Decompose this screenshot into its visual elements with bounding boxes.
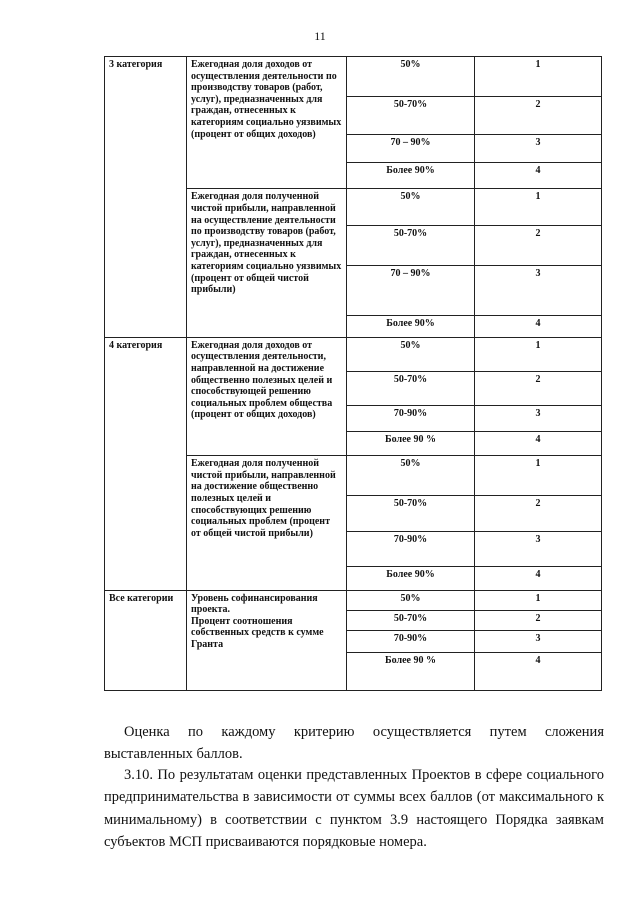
value-cell: 70-90% [347,406,475,432]
points-cell: 1 [475,57,602,97]
points-cell: 4 [475,163,602,189]
criteria-table [104,56,602,691]
value-cell: 50-70% [347,97,475,135]
category-cell: 4 категория [105,337,187,590]
value-cell: 70-90% [347,630,475,652]
points-cell: 4 [475,652,602,690]
value-cell: Более 90% [347,566,475,590]
points-cell: 2 [475,496,602,532]
points-cell: 4 [475,432,602,456]
points-cell: 3 [475,135,602,163]
value-cell: 50-70% [347,496,475,532]
points-cell: 3 [475,630,602,652]
criterion-cell: Уровень софинансирования проекта. Процент соотношения собственных средств к сумме Гранта [187,590,347,690]
points-cell: 4 [475,566,602,590]
value-cell: Более 90 % [347,652,475,690]
value-cell: Более 90% [347,315,475,337]
points-cell: 3 [475,532,602,566]
paragraph-3-10: 3.10. По результатам оценки представленных Проектов в сфере социального предпринимательства в зависимости от суммы всех баллов (от максимального к минимальному) в соответствии с пунктом 3.9 настоящего Порядка заявкам субъектов МСП присваиваются порядковые номера. [104,766,604,850]
criterion-cell: Ежегодная доля полученной чистой прибыли, направленной на достижение общественно полезных целей и способствующих решению социальных проблем (процент от общей чистой прибыли) [187,456,347,590]
value-cell: 70 – 90% [347,135,475,163]
value-cell: 50% [347,57,475,97]
criterion-cell: Ежегодная доля полученной чистой прибыли, направленной на осуществление деятельности по производству товаров (работ, услуг), предназначенных для граждан, отнесенных к категориям социально уязвимых (процент от общей чистой прибыли) [187,189,347,337]
value-cell: Более 90 % [347,432,475,456]
category-cell: Все категории [105,590,187,690]
criterion-cell: Ежегодная доля доходов от осуществления деятельности по производству товаров (работ, услуг), предназначенных для граждан, отнесенных к категориям социально уязвимых (процент от общих доходов) [187,57,347,189]
value-cell: 70 – 90% [347,265,475,315]
points-cell: 2 [475,225,602,265]
value-cell: 50% [347,189,475,225]
points-cell: 2 [475,371,602,405]
value-cell: Более 90% [347,163,475,189]
value-cell: 50% [347,590,475,610]
value-cell: 50% [347,337,475,371]
points-cell: 2 [475,97,602,135]
value-cell: 50-70% [347,610,475,630]
points-cell: 2 [475,610,602,630]
points-cell: 3 [475,265,602,315]
points-cell: 1 [475,590,602,610]
points-cell: 1 [475,337,602,371]
value-cell: 70-90% [347,532,475,566]
points-cell: 1 [475,456,602,496]
value-cell: 50-70% [347,371,475,405]
criterion-cell: Ежегодная доля доходов от осуществления деятельности, направленной на достижение общественно полезных целей и способствующей решению социальных проблем общества (процент от общих доходов) [187,337,347,455]
value-cell: 50% [347,456,475,496]
page-number: 11 [314,29,326,43]
points-cell: 4 [475,315,602,337]
category-cell: 3 категория [105,57,187,338]
points-cell: 1 [475,189,602,225]
paragraph-scoring: Оценка по каждому критерию осуществляется путем сложения выставленных баллов. [104,723,604,762]
points-cell: 3 [475,406,602,432]
value-cell: 50-70% [347,225,475,265]
